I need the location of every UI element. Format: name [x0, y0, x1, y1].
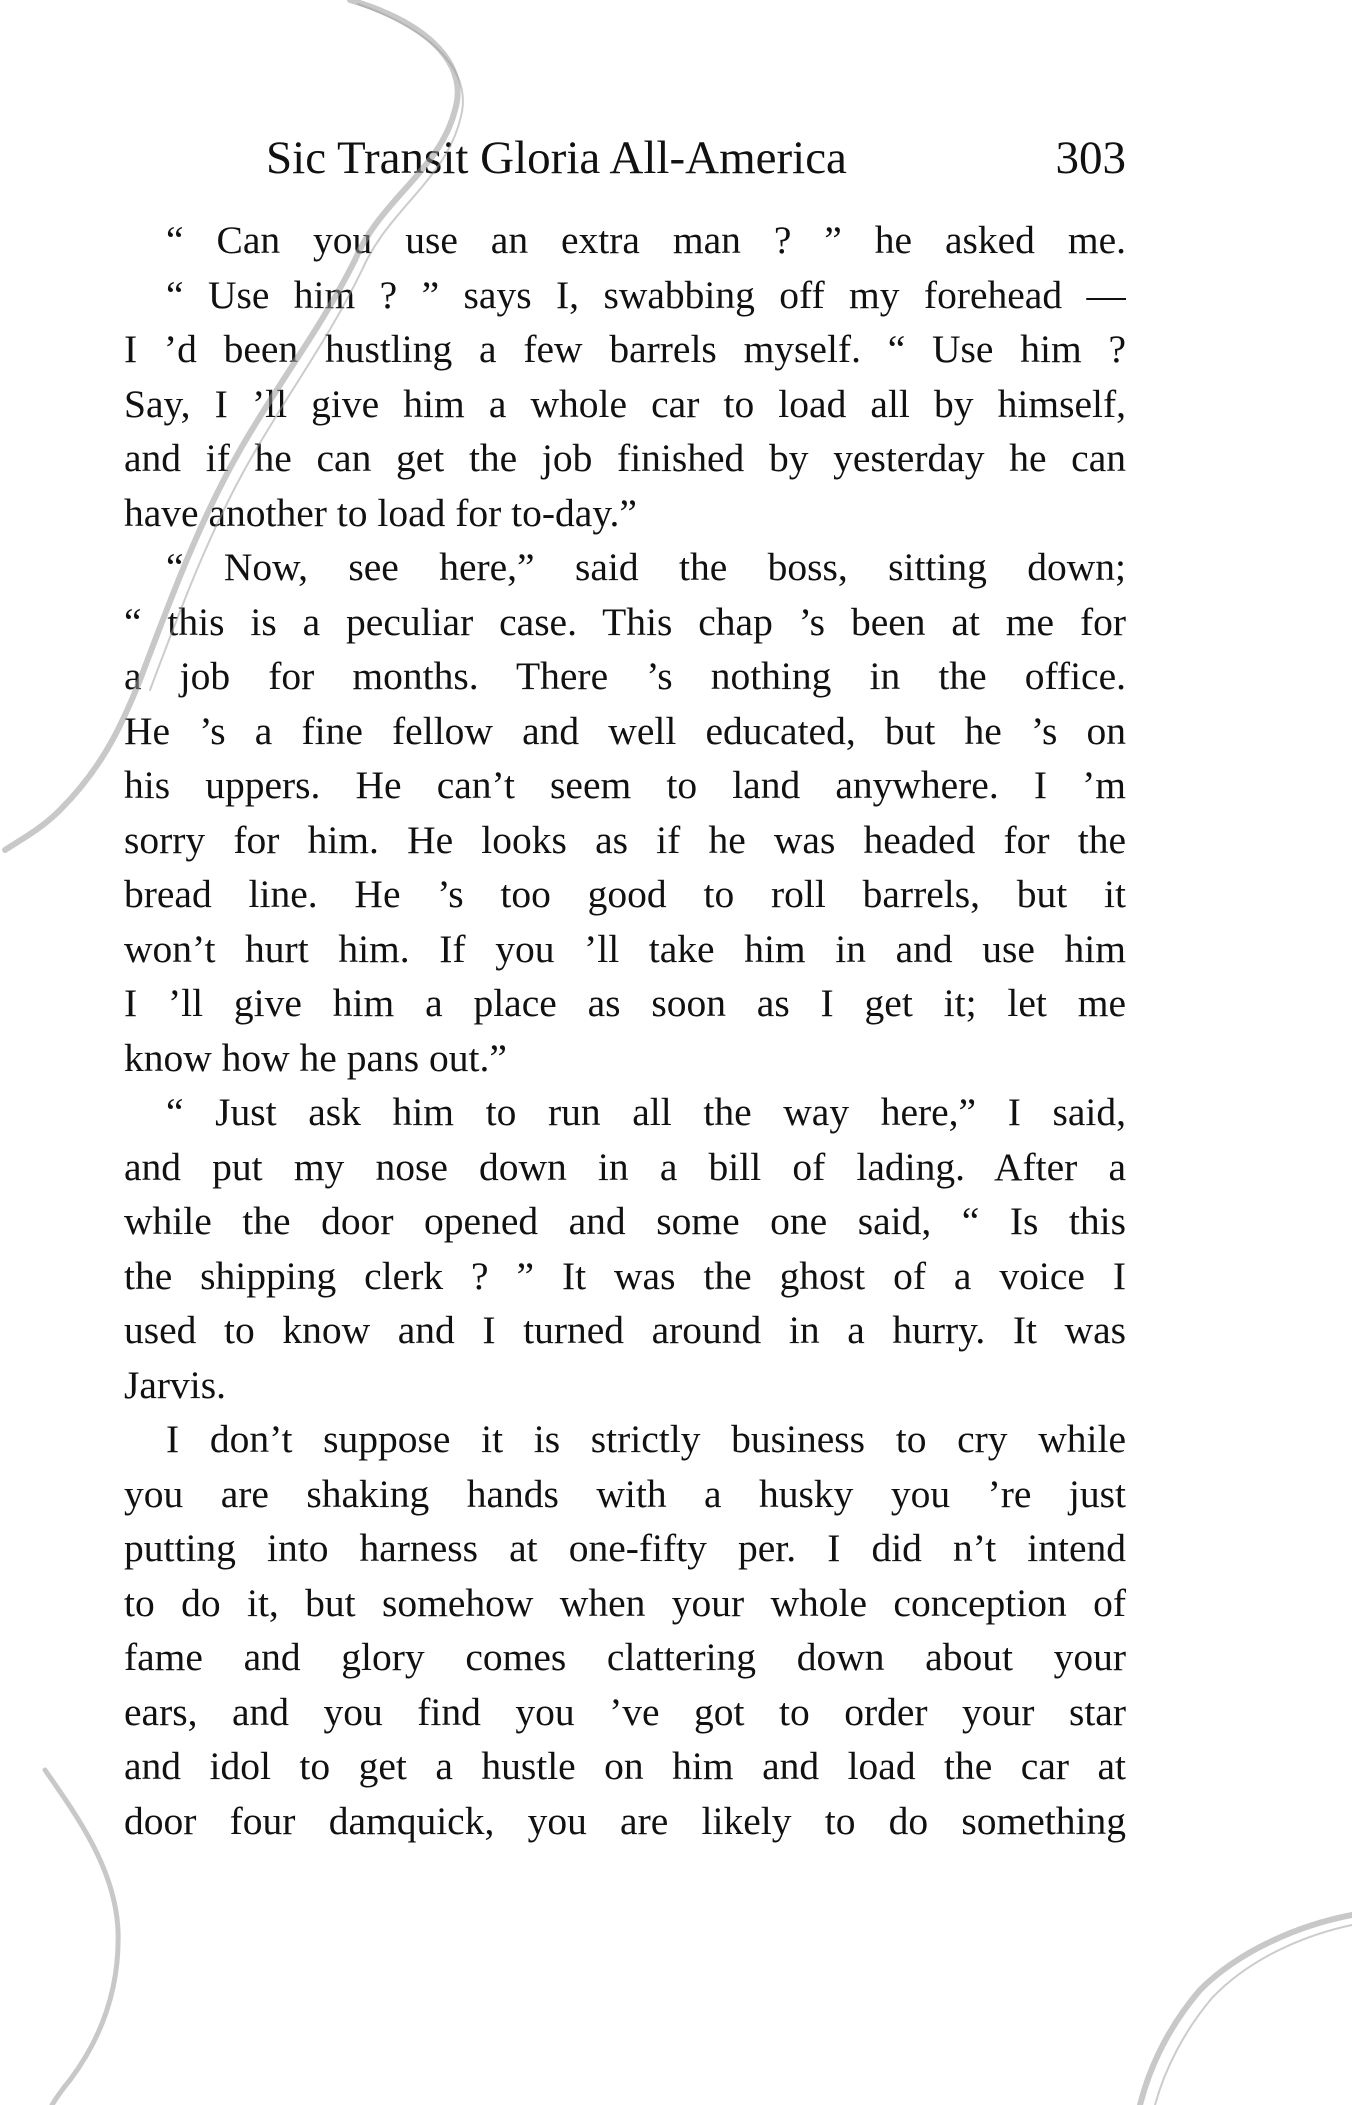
page-number: 303: [1055, 132, 1126, 184]
text-line: “ Use him ? ” says I, swabbing off my forehead —: [166, 272, 1126, 317]
text-line: the shipping clerk ? ” It was the ghost of a voice I: [124, 1253, 1126, 1298]
running-title: Sic Transit Gloria All-America: [266, 132, 847, 184]
text-line: door four damquick, you are likely to do something: [124, 1798, 1126, 1843]
text-line: to do it, but somehow when your whole conception of: [124, 1580, 1126, 1625]
text-line: bread line. He ’s too good to roll barrels, but it: [124, 872, 1126, 916]
text-line: “ this is a peculiar case. This chap ’s been at me for: [124, 599, 1126, 644]
text-line: while the door opened and some one said, “ Is this: [124, 1199, 1126, 1243]
text-line: “ Now, see here,” said the boss, sitting down;: [166, 545, 1126, 589]
text-line: Say, I ’ll give him a whole car to load all by himself,: [124, 381, 1126, 426]
text-line: and if he can get the job finished by yesterday he can: [124, 436, 1126, 480]
text-line: ears, and you find you ’ve got to order your star: [124, 1689, 1126, 1734]
text-line: and idol to get a hustle on him and load the car at: [124, 1744, 1126, 1788]
tear-mark-lower-left: [45, 1770, 118, 2105]
text-line: I ’d been hustling a few barrels myself. “ Use him ?: [124, 327, 1126, 371]
text-line: “ Just ask him to run all the way here,” I said,: [166, 1090, 1126, 1134]
text-line: have another to load for to-day.”: [124, 490, 637, 535]
text-line: his uppers. He can’t seem to land anywhere. I ’m: [124, 763, 1126, 807]
text-line: know how he pans out.”: [124, 1035, 507, 1080]
text-line: a job for months. There ’s nothing in the office.: [124, 654, 1126, 698]
text-line: Jarvis.: [124, 1362, 227, 1407]
body-text: [124, 213, 1126, 1848]
text-line: I ’ll give him a place as soon as I get it; let me: [124, 981, 1126, 1025]
text-line: I don’t suppose it is strictly business to cry while: [166, 1417, 1126, 1461]
text-line: fame and glory comes clattering down about your: [124, 1635, 1126, 1679]
text-line: “ Can you use an extra man ? ” he asked me.: [166, 218, 1126, 262]
tear-mark-lower-right: [1140, 1915, 1352, 2105]
text-line: won’t hurt him. If you ’ll take him in and use him: [124, 926, 1126, 971]
text-line: sorry for him. He looks as if he was headed for the: [124, 817, 1126, 862]
text-line: used to know and I turned around in a hurry. It was: [124, 1308, 1126, 1352]
text-line: and put my nose down in a bill of lading. After a: [124, 1144, 1126, 1189]
text-line: you are shaking hands with a husky you ’re just: [124, 1471, 1126, 1516]
text-line: He ’s a fine fellow and well educated, but he ’s on: [124, 708, 1126, 753]
text-line: putting into harness at one-fifty per. I did n’t intend: [124, 1526, 1126, 1570]
